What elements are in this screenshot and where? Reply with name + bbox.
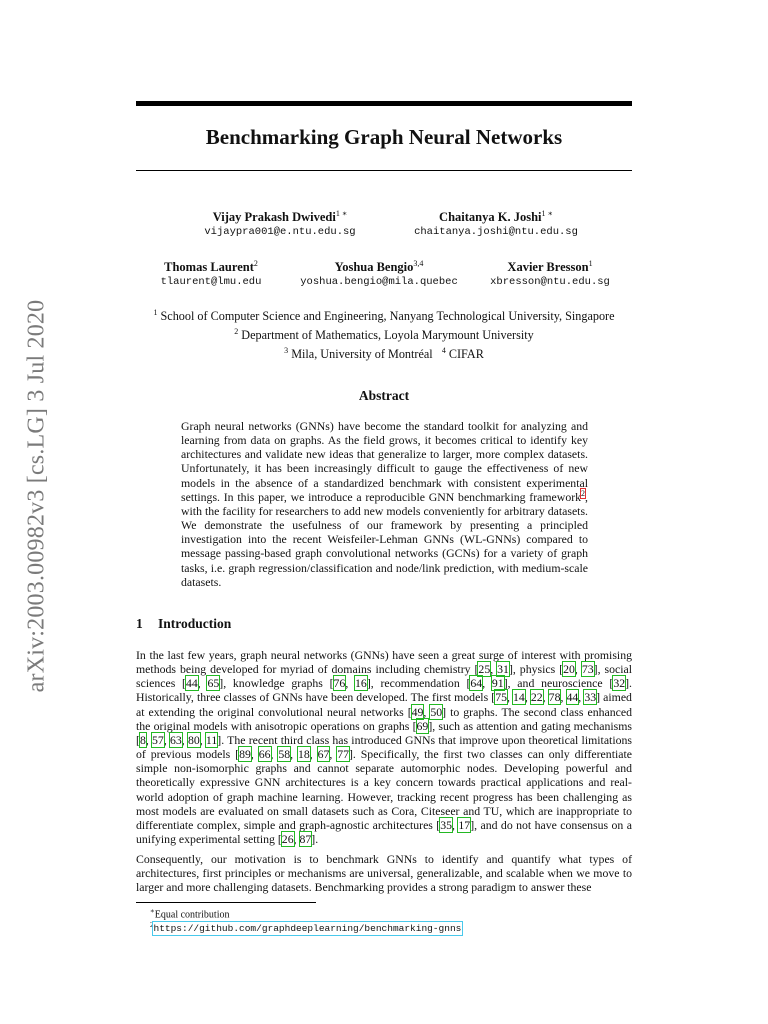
author-joshi bbox=[390, 206, 602, 240]
body-text: , bbox=[423, 704, 431, 719]
body-text: , bbox=[345, 676, 356, 691]
body-text: In the last few years, graph neural networks (GNNs) have seen a great surge of interest with promising methods being developed for myriad of domains including chemistry [ bbox=[136, 648, 632, 677]
body-text: , bbox=[250, 747, 259, 762]
citation-link[interactable]: 65 bbox=[207, 676, 220, 691]
citation-link[interactable]: 73 bbox=[581, 662, 594, 677]
body-text: , bbox=[270, 747, 279, 762]
body-text: , bbox=[452, 817, 459, 832]
citation-link[interactable]: 8 bbox=[139, 732, 146, 747]
citation-link[interactable]: 80 bbox=[187, 732, 200, 747]
body-text: , with the facility for researchers to add new models conveniently for arbitrary datasets. We demonstrate the usefulness of our framework by presenting a principled investigation into the recent Weisfeiler-Lehman GNNs (WL-GNNs) compared to message passing-based graph convolutional networks (GCNs) for a variety of graph tasks, i.e. graph regression/classification and node/link prediction, with medium-scale datasets. bbox=[181, 489, 588, 589]
body-text: ]. Historically, three classes of GNNs have been developed. The first models [ bbox=[136, 676, 633, 705]
body-text: , bbox=[181, 732, 188, 747]
author-email[interactable]: yoshua.bengio@mila.quebec bbox=[300, 276, 458, 289]
citation-link[interactable]: 77 bbox=[337, 747, 349, 762]
section-title: Introduction bbox=[158, 616, 232, 631]
author-email[interactable]: chaitanya.joshi@ntu.edu.sg bbox=[414, 226, 578, 239]
author-dwivedi bbox=[180, 206, 380, 240]
author-bengio bbox=[288, 256, 470, 290]
body-text: ], such as attention and gating mechanisms [ bbox=[136, 718, 632, 747]
citation-link[interactable]: 66 bbox=[258, 747, 271, 762]
citation-link[interactable]: 18 bbox=[297, 747, 310, 762]
intro-paragraph-2 bbox=[136, 852, 632, 894]
citation-link[interactable]: 50 bbox=[430, 704, 443, 719]
body-text: , bbox=[290, 747, 298, 762]
arxiv-stamp[interactable]: arXiv:2003.00982v3 [cs.LG] 3 Jul 2020 bbox=[23, 299, 50, 693]
abstract-heading: Abstract bbox=[358, 388, 410, 403]
citation-link[interactable]: 89 bbox=[239, 747, 251, 762]
author-name: Thomas Laurent$^2$ bbox=[164, 259, 258, 275]
author-name: Xavier Bresson$^1$ bbox=[507, 259, 593, 275]
paper-title: Benchmarking Graph Neural Networks bbox=[205, 125, 563, 149]
body-text: ]. Specifically, the first two classes can only differentiate simple non-isomorphic graphs and cannot separate automorphic nodes. Developing powerful and theoretically expressive GNN architectures is a key concern towards practical applications and real-world adoption of graph machine learning. However, tracking recent progress has been challenging as most models are evaluated on small datasets such as Cora, Citeseer and TU, which are inappropriate to differentiate complex, simple and graph-agnostic architectures [ bbox=[136, 747, 632, 832]
affiliation-2: $^2$ Department of Mathematics, Loyola Marymount University bbox=[234, 327, 534, 343]
author-email[interactable]: xbresson@ntu.edu.sg bbox=[490, 276, 610, 289]
citation-link[interactable]: 16 bbox=[355, 676, 367, 691]
citation-link[interactable]: 75 bbox=[495, 690, 507, 705]
citation-link[interactable]: 20 bbox=[563, 662, 575, 677]
citation-link[interactable]: 35 bbox=[440, 817, 453, 832]
author-email[interactable]: tlaurent@lmu.edu bbox=[160, 276, 262, 289]
citation-link[interactable]: 64 bbox=[470, 676, 483, 691]
body-text: ], and do not have consensus on a unifying experimental setting [ bbox=[136, 817, 632, 847]
body-text: , bbox=[199, 732, 206, 747]
title-bottom-rule bbox=[136, 170, 632, 171]
body-text: , bbox=[329, 747, 338, 762]
body-text: ] aimed at extending the original convolutional neural networks [ bbox=[136, 690, 632, 719]
citation-link[interactable]: 25 bbox=[478, 662, 491, 677]
body-text: , bbox=[309, 747, 318, 762]
section-heading-introduction bbox=[136, 616, 231, 632]
citation-link[interactable]: 11 bbox=[205, 732, 218, 747]
citation-link[interactable]: 44 bbox=[185, 676, 198, 691]
body-text: , bbox=[578, 690, 585, 705]
body-text: ], and neuroscience [ bbox=[503, 676, 614, 691]
body-text: ]. The recent third class has introduced GNNs that improve upon theoretical limitations of previous models [ bbox=[136, 732, 633, 762]
body-text: , bbox=[506, 690, 514, 705]
author-name: Yoshua Bengio$^{3,4}$ bbox=[334, 259, 424, 275]
repo-url-link[interactable]: https://github.com/graphdeeplearning/benchmarking-gnns bbox=[153, 923, 462, 935]
section-number: 1 bbox=[136, 616, 143, 631]
citation-link[interactable]: 69 bbox=[416, 718, 429, 733]
body-text: , bbox=[163, 732, 170, 747]
abstract-body bbox=[181, 419, 588, 589]
author-laurent bbox=[146, 256, 276, 290]
footnote-repo-link: $^2$https://github.com/graphdeeplearning/benchmarking-gnns bbox=[150, 921, 462, 935]
citation-link[interactable]: 22 bbox=[530, 690, 543, 705]
citation-link[interactable]: 63 bbox=[169, 732, 182, 747]
citation-link[interactable]: 49 bbox=[411, 704, 424, 719]
citation-link[interactable]: 78 bbox=[548, 690, 561, 705]
body-text: , bbox=[490, 662, 498, 677]
body-text: ], knowledge graphs [ bbox=[219, 676, 334, 691]
citation-link[interactable]: 26 bbox=[281, 832, 294, 847]
citation-link[interactable]: 44 bbox=[566, 690, 579, 705]
body-text: ] to graphs. The second class enhanced the original models with anisotropic operations on graphs [ bbox=[136, 704, 632, 733]
intro-paragraph-1 bbox=[136, 648, 632, 846]
body-text: ], social sciences [ bbox=[136, 662, 633, 691]
citation-link[interactable]: 57 bbox=[152, 732, 164, 747]
footnote-rule bbox=[136, 902, 316, 903]
body-text: Consequently, our motivation is to benchmark GNNs to identify and quantify what types of architectures, first principles or mechanisms are universal, generalizable, and scalable when we move to larger and more challenging datasets. Benchmarking provides a strong paradigm to answer these bbox=[136, 852, 632, 895]
author-bresson bbox=[482, 256, 618, 290]
title-top-rule bbox=[136, 101, 632, 106]
citation-link[interactable]: 76 bbox=[333, 676, 346, 691]
citation-link[interactable]: 32 bbox=[613, 676, 626, 691]
citation-link[interactable]: 58 bbox=[278, 747, 291, 762]
citation-link[interactable]: 31 bbox=[497, 662, 509, 677]
affiliation-1: $^1$ School of Computer Science and Engineering, Nanyang Technological University, Singapore bbox=[153, 308, 615, 324]
body-text: , bbox=[197, 676, 208, 691]
body-text: , bbox=[560, 690, 567, 705]
body-text: , bbox=[145, 732, 153, 747]
footnote-ref-link[interactable]: 2 bbox=[581, 488, 586, 498]
body-text: , bbox=[574, 662, 582, 677]
affiliations bbox=[136, 305, 632, 362]
body-text: Graph neural networks (GNNs) have become the standard toolkit for analyzing and learning from data on graphs. As the field grows, it becomes critical to identify key architectures and validate new ideas that generalize to larger, more complex datasets. Unfortunately, it has been increasingly difficult to gauge the effectiveness of new models in the absence of a standardized benchmark with consistent experimental settings. In this paper, we introduce a reproducible GNN benchmarking framework bbox=[181, 419, 588, 504]
citation-link[interactable]: 33 bbox=[584, 690, 597, 705]
citation-link[interactable]: 67 bbox=[317, 747, 330, 762]
body-text: ], physics [ bbox=[508, 662, 564, 677]
body-text: , bbox=[482, 676, 492, 691]
author-name: Chaitanya K. Joshi$^{1 ∗}$ bbox=[439, 209, 553, 225]
citation-link[interactable]: 91 bbox=[491, 676, 504, 691]
body-text: , bbox=[293, 832, 300, 847]
author-name: Vijay Prakash Dwivedi$^{1 ∗}$ bbox=[212, 209, 348, 225]
citation-link[interactable]: 87 bbox=[299, 832, 312, 847]
footnote-equal-contribution: ∗Equal contribution bbox=[150, 907, 230, 921]
body-text: , bbox=[542, 690, 549, 705]
author-email[interactable]: vijaypra001@e.ntu.edu.sg bbox=[204, 226, 356, 239]
body-text: , bbox=[524, 690, 531, 705]
citation-link[interactable]: 14 bbox=[513, 690, 525, 705]
body-text: ], recommendation [ bbox=[366, 676, 471, 691]
affiliation-3-4: $^3$ Mila, University of Montréal $^4$ CIFAR bbox=[284, 346, 484, 362]
citation-link[interactable]: 17 bbox=[458, 817, 471, 832]
body-text: ]. bbox=[311, 832, 319, 847]
